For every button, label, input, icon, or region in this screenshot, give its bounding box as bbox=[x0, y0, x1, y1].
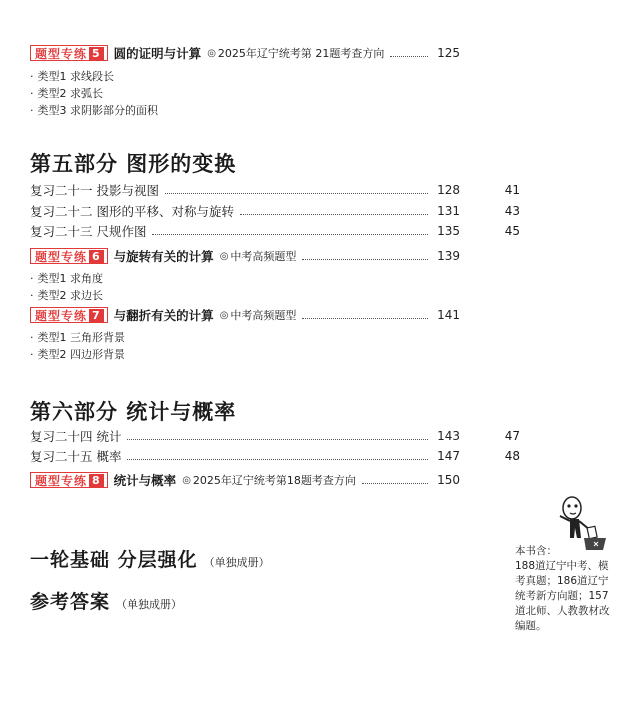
special-title: 圆的证明与计算 bbox=[113, 46, 202, 61]
review-item[interactable]: 复习二十三 尺规作图 135 45 bbox=[30, 224, 520, 239]
special-practice-8[interactable] bbox=[30, 471, 460, 489]
ref-page: 45 bbox=[504, 224, 520, 238]
part-heading: 第五部分 图形的变换 bbox=[30, 152, 237, 176]
page-number: 141 bbox=[437, 308, 460, 322]
location-pin-icon: ◎ bbox=[182, 474, 191, 486]
type-item: · 类型2 求弧长 bbox=[30, 87, 103, 100]
part-heading: 第六部分 统计与概率 bbox=[30, 400, 237, 424]
review-item[interactable]: 复习二十五 概率 147 48 bbox=[30, 449, 520, 464]
location-pin-icon: ◎ bbox=[219, 250, 229, 262]
type-item: · 类型1 求角度 bbox=[30, 272, 103, 285]
special-practice-6[interactable] bbox=[30, 247, 460, 265]
special-tag: 题型专练 8 bbox=[30, 472, 108, 488]
special-title: 统计与概率 bbox=[113, 473, 177, 488]
book-intro: 本书含： 188道辽宁中考、模考真题；186道辽宁统考新方向题；157道北师、人教教材改编题。 bbox=[515, 545, 610, 632]
special-note: 2025年辽宁统考第18题考查方向 bbox=[192, 474, 356, 487]
special-title: 与翻折有关的计算 bbox=[113, 308, 214, 323]
type-item: · 类型3 求阴影部分的面积 bbox=[30, 104, 158, 117]
dot-leader bbox=[390, 56, 428, 57]
review-item[interactable]: 复习二十四 统计 143 47 bbox=[30, 429, 520, 444]
page-number: 150 bbox=[437, 473, 460, 487]
type-item: · 类型1 求线段长 bbox=[30, 70, 114, 83]
location-pin-icon: ◎ bbox=[219, 309, 229, 321]
round1-heading: 一轮基础 分层强化 （单独成册） bbox=[30, 549, 270, 571]
special-note: 中考高频题型 bbox=[230, 250, 297, 263]
answers-heading: 参考答案 （单独成册） bbox=[30, 591, 183, 613]
ref-page: 47 bbox=[504, 429, 520, 443]
page-number: 125 bbox=[437, 46, 460, 60]
page-number: 139 bbox=[437, 249, 460, 263]
ref-page: 43 bbox=[504, 204, 520, 218]
review-item[interactable]: 复习二十二 图形的平移、对称与旋转 131 43 bbox=[30, 204, 520, 219]
special-tag: 题型专练 5 bbox=[30, 45, 108, 61]
ref-page: 48 bbox=[504, 449, 520, 463]
review-item[interactable]: 复习二十一 投影与视图 128 41 bbox=[30, 183, 520, 198]
ref-page: 41 bbox=[504, 183, 520, 197]
special-practice-5[interactable] bbox=[30, 44, 460, 62]
special-tag: 题型专练 6 bbox=[30, 248, 108, 264]
special-title: 与旋转有关的计算 bbox=[113, 249, 214, 264]
type-item: · 类型2 求边长 bbox=[30, 289, 103, 302]
dot-leader bbox=[362, 483, 428, 484]
dot-leader bbox=[302, 259, 428, 260]
location-pin-icon: ◎ bbox=[207, 47, 216, 59]
type-item: · 类型2 四边形背景 bbox=[30, 348, 125, 361]
special-note: 2025年辽宁统考第 21题考查方向 bbox=[217, 47, 385, 60]
special-practice-7[interactable] bbox=[30, 306, 460, 324]
type-item: · 类型1 三角形背景 bbox=[30, 331, 125, 344]
special-note: 中考高频题型 bbox=[230, 309, 297, 322]
special-tag: 题型专练 7 bbox=[30, 307, 108, 323]
dot-leader bbox=[302, 318, 428, 319]
